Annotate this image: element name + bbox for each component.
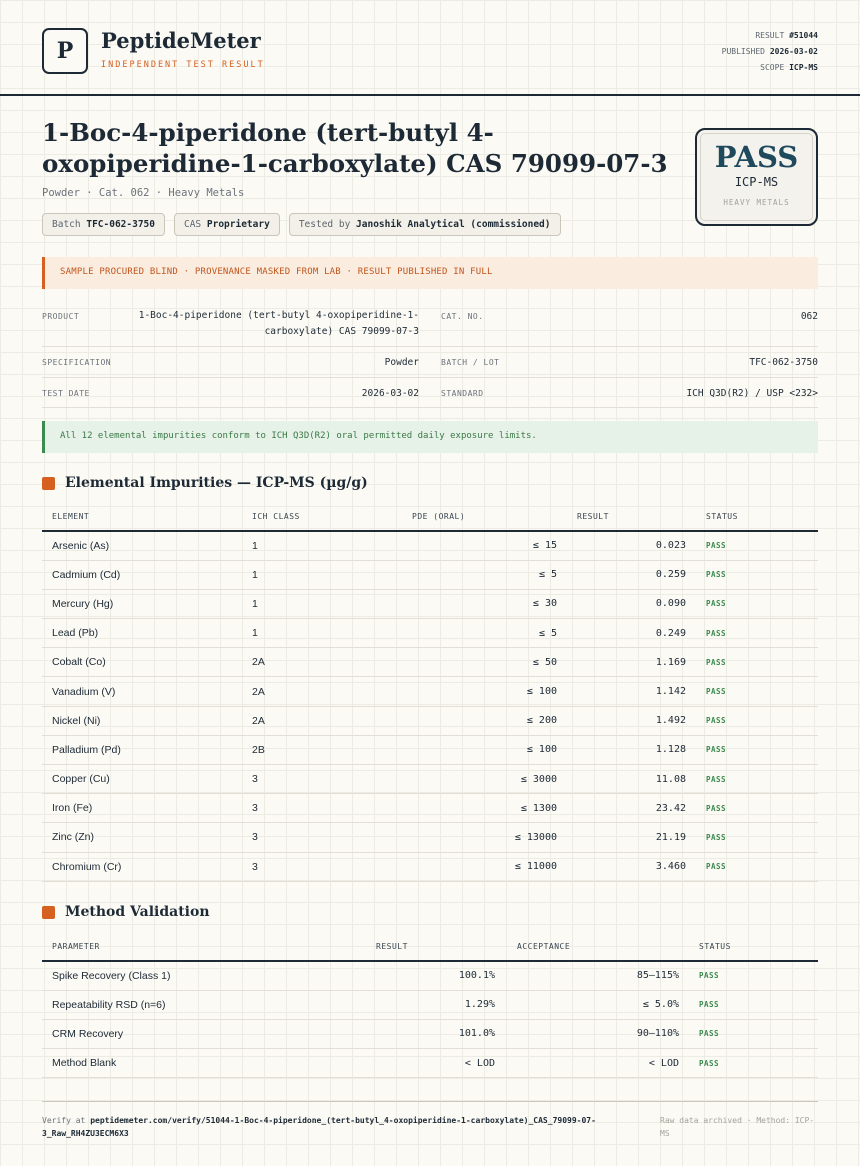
status-badge: PASS [696, 735, 818, 764]
status-badge: PASS [696, 648, 818, 677]
spec-value: Powder [384, 357, 419, 368]
brand-tagline: INDEPENDENT TEST RESULT [101, 60, 265, 70]
parameter-acceptance: ≤ 5.0% [505, 990, 689, 1019]
verify-link[interactable]: peptidemeter.com/verify/51044-1-Boc-4-piperidone_(tert-butyl_4-oxopiperidine-1-carboxylate)_CAS_79099-07-3_Raw_RH4ZU3ECM6X3 [42, 1116, 596, 1138]
product-value: 1-Boc-4-piperidone (tert-butyl 4-oxopiperidine-1-carboxylate) CAS 79099-07-3 [138, 310, 419, 337]
element-result: 1.492 [567, 706, 696, 735]
element-pde: ≤ 1300 [402, 794, 567, 823]
published-date: 2026-03-02 [769, 47, 818, 56]
provenance-notice: SAMPLE PROCURED BLIND · PROVENANCE MASKED FROM LAB · RESULT PUBLISHED IN FULL [42, 257, 818, 289]
element-name: Arsenic (As) [42, 531, 242, 560]
element-result: 1.142 [567, 677, 696, 706]
col-parameter: PARAMETER [42, 933, 332, 961]
stamp-result: PASS [714, 140, 799, 174]
batch-pill-label: Batch [52, 219, 81, 230]
info-row-spec [42, 347, 818, 378]
table-row [42, 961, 818, 990]
element-class: 1 [242, 589, 402, 618]
table-row [42, 765, 818, 794]
validation-title: Method Validation [65, 904, 210, 920]
validation-table [42, 933, 818, 1078]
col-val-result: RESULT [332, 933, 505, 961]
element-class: 2B [242, 735, 402, 764]
element-pde: ≤ 3000 [402, 765, 567, 794]
spec-label: SPECIFICATION [42, 358, 112, 367]
element-result: 0.090 [567, 589, 696, 618]
result-label: RESULT [755, 31, 785, 40]
verify-text [42, 1114, 642, 1140]
col-result: RESULT [567, 503, 696, 531]
batch-label: BATCH / LOT [441, 358, 500, 367]
table-row [42, 560, 818, 589]
brand-name: PeptideMeter [101, 28, 261, 53]
table-row [42, 648, 818, 677]
table-row [42, 990, 818, 1019]
element-name: Cadmium (Cd) [42, 560, 242, 589]
pass-stamp [695, 128, 818, 226]
element-class: 2A [242, 648, 402, 677]
element-name: Zinc (Zn) [42, 823, 242, 852]
section-marker-icon [42, 906, 55, 919]
element-class: 2A [242, 706, 402, 735]
element-result: 0.259 [567, 560, 696, 589]
report-header [0, 0, 860, 96]
standard-value: ICH Q3D(R2) / USP <232> [686, 388, 818, 399]
status-badge: PASS [696, 619, 818, 648]
element-pde: ≤ 200 [402, 706, 567, 735]
batch-pill-value: TFC-062-3750 [86, 219, 155, 230]
element-class: 1 [242, 619, 402, 648]
element-pde: ≤ 15 [402, 531, 567, 560]
status-badge: PASS [696, 589, 818, 618]
status-badge: PASS [689, 990, 818, 1019]
element-pde: ≤ 13000 [402, 823, 567, 852]
status-badge: PASS [689, 1019, 818, 1048]
col-status: STATUS [696, 503, 818, 531]
element-pde: ≤ 5 [402, 619, 567, 648]
status-badge: PASS [696, 852, 818, 881]
cas-pill [174, 213, 280, 236]
summary-pills [42, 213, 561, 236]
product-label: PRODUCT [42, 312, 80, 321]
stamp-panel: HEAVY METALS [723, 198, 790, 207]
element-name: Chromium (Cr) [42, 852, 242, 881]
table-row [42, 1019, 818, 1048]
info-row-date [42, 378, 818, 408]
conformance-notice: All 12 elemental impurities conform to ICH Q3D(R2) oral permitted daily exposure limits. [42, 421, 818, 453]
impurities-title: Elemental Impurities — ICP-MS (µg/g) [65, 475, 368, 491]
element-class: 3 [242, 823, 402, 852]
status-badge: PASS [696, 765, 818, 794]
section-marker-icon [42, 477, 55, 490]
element-name: Iron (Fe) [42, 794, 242, 823]
status-badge: PASS [696, 560, 818, 589]
status-badge: PASS [689, 1049, 818, 1078]
cat-value: 062 [800, 311, 818, 322]
parameter-name: Spike Recovery (Class 1) [42, 961, 332, 990]
parameter-result: 1.29% [332, 990, 505, 1019]
element-name: Mercury (Hg) [42, 589, 242, 618]
col-val-status: STATUS [689, 933, 818, 961]
impurities-header-row [42, 503, 818, 531]
element-result: 3.460 [567, 852, 696, 881]
table-row [42, 531, 818, 560]
info-row-product [42, 303, 818, 347]
tested-by-pill [289, 213, 561, 236]
parameter-result: 101.0% [332, 1019, 505, 1048]
result-id: #51044 [789, 31, 818, 40]
page-subtitle: Powder · Cat. 062 · Heavy Metals [42, 187, 245, 199]
logo-letter: P [56, 38, 74, 64]
brand-logo [42, 28, 88, 74]
element-name: Copper (Cu) [42, 765, 242, 794]
result-meta [722, 28, 818, 76]
element-result: 23.42 [567, 794, 696, 823]
element-pde: ≤ 100 [402, 677, 567, 706]
element-class: 1 [242, 531, 402, 560]
element-name: Nickel (Ni) [42, 706, 242, 735]
batch-pill [42, 213, 165, 236]
table-row [42, 677, 818, 706]
table-row [42, 1049, 818, 1078]
parameter-acceptance: < LOD [505, 1049, 689, 1078]
tested-by-value: Janoshik Analytical (commissioned) [356, 219, 551, 230]
impurities-table [42, 503, 818, 882]
standard-label: STANDARD [441, 389, 484, 398]
parameter-name: Repeatability RSD (n=6) [42, 990, 332, 1019]
scope-value: ICP-MS [789, 63, 818, 72]
table-row [42, 852, 818, 881]
table-row [42, 589, 818, 618]
archive-note: Raw data archived · Method: ICP-MS [660, 1116, 815, 1138]
element-class: 3 [242, 765, 402, 794]
cat-label: CAT. NO. [441, 312, 484, 321]
table-row [42, 619, 818, 648]
cas-pill-value: Proprietary [206, 219, 270, 230]
parameter-result: < LOD [332, 1049, 505, 1078]
status-badge: PASS [696, 823, 818, 852]
element-pde: ≤ 100 [402, 735, 567, 764]
element-result: 0.249 [567, 619, 696, 648]
col-acceptance: ACCEPTANCE [505, 933, 689, 961]
parameter-acceptance: 90–110% [505, 1019, 689, 1048]
scope-label: SCOPE [760, 63, 785, 72]
element-result: 0.023 [567, 531, 696, 560]
status-badge: PASS [696, 531, 818, 560]
parameter-acceptance: 85–115% [505, 961, 689, 990]
report-footer [42, 1101, 818, 1138]
element-pde: ≤ 50 [402, 648, 567, 677]
impurities-heading [42, 475, 368, 491]
table-row [42, 706, 818, 735]
table-row [42, 794, 818, 823]
table-row [42, 823, 818, 852]
batch-value: TFC-062-3750 [749, 357, 818, 368]
parameter-result: 100.1% [332, 961, 505, 990]
element-class: 3 [242, 794, 402, 823]
element-result: 21.19 [567, 823, 696, 852]
published-label: PUBLISHED [721, 47, 765, 56]
date-value: 2026-03-02 [361, 388, 419, 399]
parameter-name: CRM Recovery [42, 1019, 332, 1048]
element-name: Lead (Pb) [42, 619, 242, 648]
element-name: Vanadium (V) [42, 677, 242, 706]
page-title: 1-Boc-4-piperidone (tert-butyl 4-oxopiperidine-1-carboxylate) CAS 79099-07-3 [42, 118, 668, 178]
col-class: ICH CLASS [242, 503, 402, 531]
element-class: 3 [242, 852, 402, 881]
cas-pill-label: CAS [183, 219, 202, 230]
element-name: Palladium (Pd) [42, 735, 242, 764]
status-badge: PASS [696, 794, 818, 823]
verify-label: Verify at [42, 1116, 86, 1125]
status-badge: PASS [696, 706, 818, 735]
date-label: TEST DATE [42, 389, 90, 398]
element-name: Cobalt (Co) [42, 648, 242, 677]
element-result: 11.08 [567, 765, 696, 794]
validation-heading [42, 904, 210, 920]
parameter-name: Method Blank [42, 1049, 332, 1078]
col-pde: PDE (ORAL) [402, 503, 567, 531]
element-class: 1 [242, 560, 402, 589]
element-result: 1.128 [567, 735, 696, 764]
validation-header-row [42, 933, 818, 961]
stamp-method: ICP-MS [734, 175, 779, 189]
element-class: 2A [242, 677, 402, 706]
table-row [42, 735, 818, 764]
tested-by-label: Tested by [298, 219, 351, 230]
status-badge: PASS [689, 961, 818, 990]
col-element: ELEMENT [42, 503, 242, 531]
element-pde: ≤ 30 [402, 589, 567, 618]
element-pde: ≤ 5 [402, 560, 567, 589]
element-pde: ≤ 11000 [402, 852, 567, 881]
element-result: 1.169 [567, 648, 696, 677]
status-badge: PASS [696, 677, 818, 706]
